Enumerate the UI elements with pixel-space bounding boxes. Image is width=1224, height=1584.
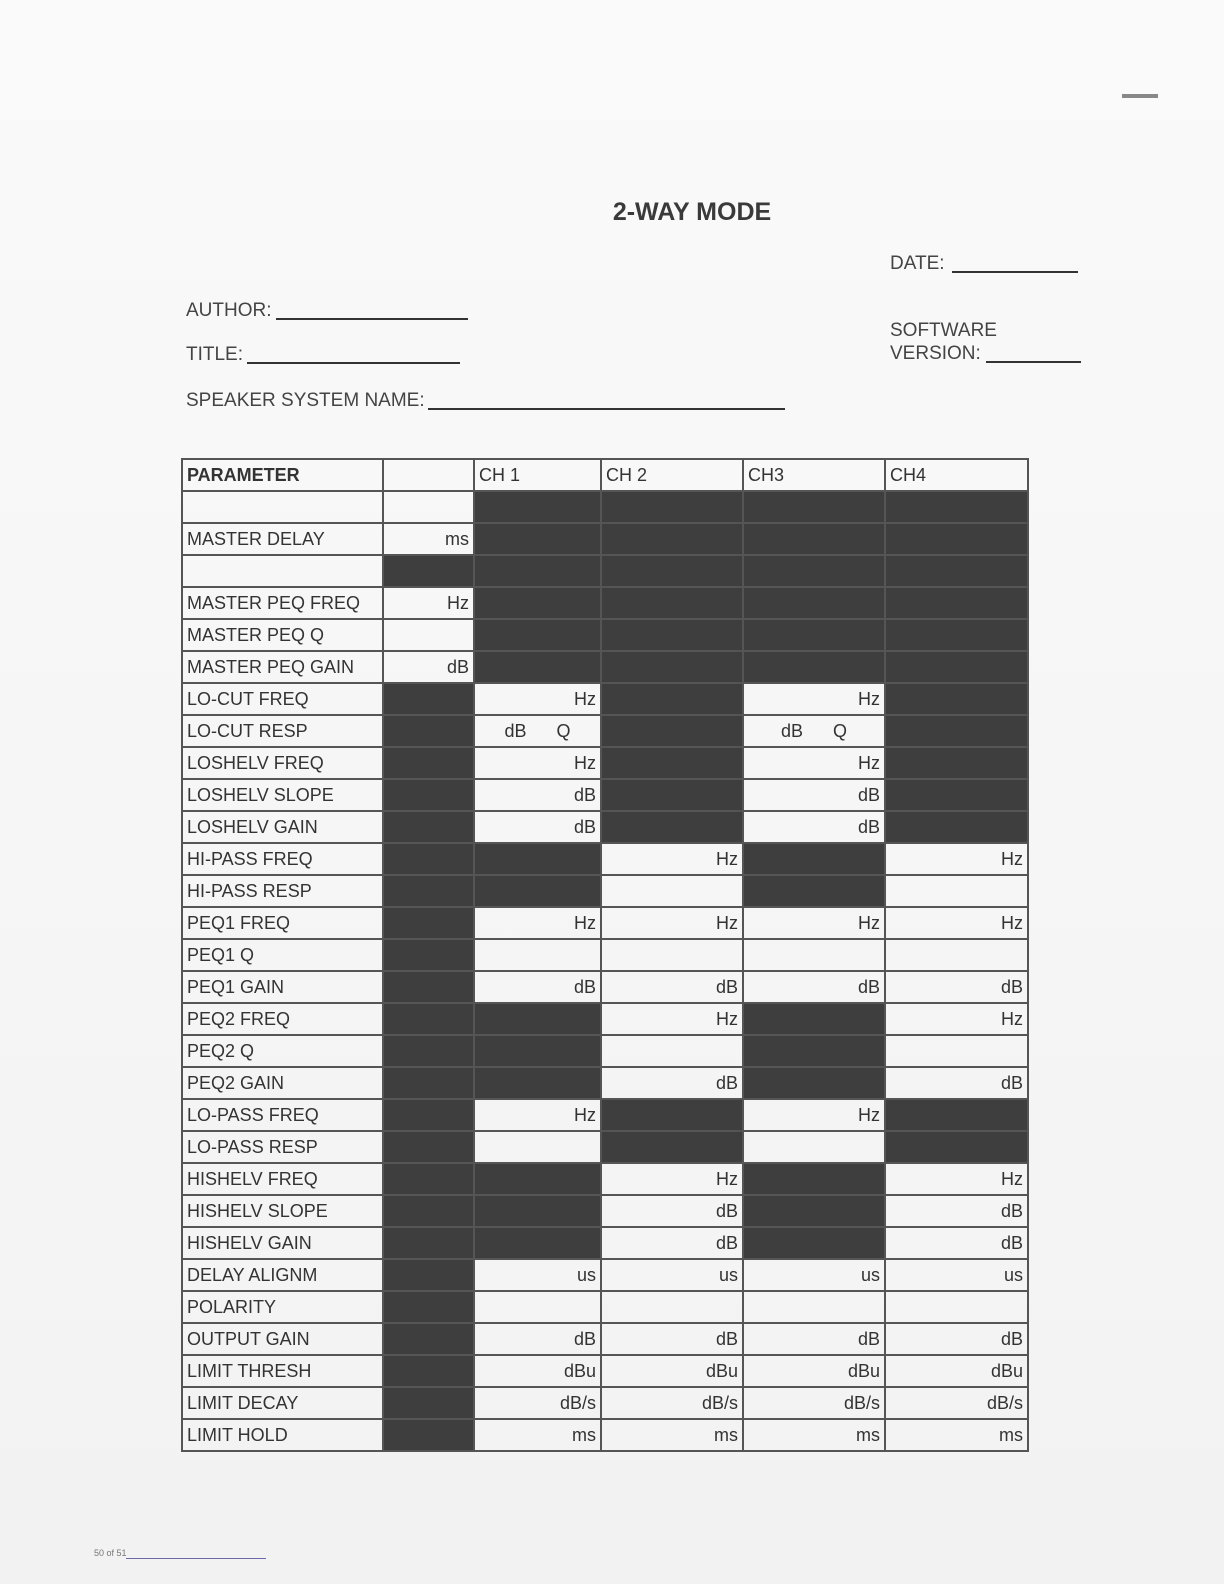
shaded-cell (474, 523, 601, 555)
entry-cell[interactable] (474, 1291, 601, 1323)
table-row (182, 1163, 1028, 1195)
shaded-cell (383, 1227, 474, 1259)
shaded-cell (383, 1355, 474, 1387)
shaded-cell (383, 811, 474, 843)
entry-cell[interactable] (885, 1035, 1028, 1067)
entry-cell[interactable]: dB/s (474, 1387, 601, 1419)
entry-cell[interactable] (601, 939, 743, 971)
entry-cell[interactable]: Hz (885, 907, 1028, 939)
table-row (182, 907, 1028, 939)
parameter-name: LIMIT DECAY (182, 1387, 383, 1419)
shaded-cell (383, 779, 474, 811)
shaded-cell (383, 683, 474, 715)
entry-cell[interactable]: us (601, 1259, 743, 1291)
unit-cell[interactable]: ms (383, 523, 474, 555)
shaded-cell (743, 1035, 885, 1067)
entry-cell[interactable]: us (885, 1259, 1028, 1291)
table-row (182, 1003, 1028, 1035)
entry-cell[interactable]: dB (601, 1227, 743, 1259)
parameter-name: MASTER PEQ Q (182, 619, 383, 651)
table-row (182, 1195, 1028, 1227)
parameter-name: PEQ2 GAIN (182, 1067, 383, 1099)
entry-cell[interactable]: Hz (601, 1163, 743, 1195)
shaded-cell (743, 523, 885, 555)
software-label: SOFTWARE (890, 320, 997, 341)
shaded-cell (383, 747, 474, 779)
entry-cell[interactable]: dB (885, 1227, 1028, 1259)
parameter-name: DELAY ALIGNM (182, 1259, 383, 1291)
shaded-cell (383, 1323, 474, 1355)
table-header-row (182, 459, 1028, 491)
entry-cell[interactable] (743, 1131, 885, 1163)
parameter-name: LO-CUT FREQ (182, 683, 383, 715)
table-row (182, 939, 1028, 971)
shaded-cell (383, 971, 474, 1003)
shaded-cell (383, 843, 474, 875)
entry-cell[interactable]: dB (474, 779, 601, 811)
entry-cell[interactable]: dB (601, 1195, 743, 1227)
entry-cell[interactable]: dB (743, 779, 885, 811)
shaded-cell (383, 1035, 474, 1067)
shaded-cell (885, 619, 1028, 651)
shaded-cell (601, 491, 743, 523)
shaded-cell (474, 1195, 601, 1227)
shaded-cell (743, 1163, 885, 1195)
entry-cell[interactable]: dB/s (885, 1387, 1028, 1419)
shaded-cell (601, 587, 743, 619)
table-row (182, 587, 1028, 619)
entry-cell[interactable]: dB (601, 971, 743, 1003)
parameter-name (182, 555, 383, 587)
author-label: AUTHOR: (186, 300, 272, 321)
shaded-cell (885, 811, 1028, 843)
entry-cell[interactable]: dB (885, 971, 1028, 1003)
unit-cell[interactable] (383, 491, 474, 523)
shaded-cell (474, 1163, 601, 1195)
header-channel: CH 1 (474, 459, 601, 491)
shaded-cell (601, 651, 743, 683)
header-channel: CH4 (885, 459, 1028, 491)
shaded-cell (601, 779, 743, 811)
table-row (182, 683, 1028, 715)
shaded-cell (885, 555, 1028, 587)
parameter-name: MASTER PEQ FREQ (182, 587, 383, 619)
entry-cell[interactable]: dBu (474, 1355, 601, 1387)
unit-cell[interactable] (383, 619, 474, 651)
shaded-cell (383, 1003, 474, 1035)
shaded-cell (743, 1227, 885, 1259)
shaded-cell (743, 491, 885, 523)
entry-cell[interactable]: dBu (885, 1355, 1028, 1387)
shaded-cell (601, 523, 743, 555)
entry-cell[interactable]: dB/s (601, 1387, 743, 1419)
entry-cell[interactable] (474, 715, 601, 747)
parameter-name: PEQ1 Q (182, 939, 383, 971)
entry-cell[interactable]: dB (743, 811, 885, 843)
parameter-name: HI-PASS RESP (182, 875, 383, 907)
shaded-cell (885, 1099, 1028, 1131)
parameter-name: HISHELV GAIN (182, 1227, 383, 1259)
table-row (182, 1419, 1028, 1451)
shaded-cell (885, 683, 1028, 715)
table-row (182, 971, 1028, 1003)
shaded-cell (474, 1067, 601, 1099)
entry-cell[interactable] (743, 715, 885, 747)
header-unit (383, 459, 474, 491)
shaded-cell (474, 587, 601, 619)
table-row (182, 747, 1028, 779)
parameter-name: MASTER DELAY (182, 523, 383, 555)
entry-cell[interactable]: Hz (743, 1099, 885, 1131)
shaded-cell (601, 683, 743, 715)
shaded-cell (743, 587, 885, 619)
shaded-cell (383, 1163, 474, 1195)
entry-cell[interactable]: us (743, 1259, 885, 1291)
entry-cell[interactable]: Hz (601, 907, 743, 939)
table-row (182, 1323, 1028, 1355)
entry-cell[interactable] (474, 939, 601, 971)
table-row (182, 1131, 1028, 1163)
entry-cell[interactable] (885, 1291, 1028, 1323)
table-row (182, 523, 1028, 555)
parameter-table (181, 458, 1029, 1452)
table-row (182, 1227, 1028, 1259)
parameter-name: PEQ1 GAIN (182, 971, 383, 1003)
shaded-cell (885, 587, 1028, 619)
shaded-cell (743, 1003, 885, 1035)
header-channel: CH 2 (601, 459, 743, 491)
entry-cell[interactable]: dB (885, 1323, 1028, 1355)
entry-cell[interactable]: ms (743, 1419, 885, 1451)
shaded-cell (474, 555, 601, 587)
shaded-cell (885, 715, 1028, 747)
entry-cell[interactable] (743, 939, 885, 971)
entry-cell[interactable]: Hz (601, 1003, 743, 1035)
entry-cell[interactable]: dBu (743, 1355, 885, 1387)
shaded-cell (601, 747, 743, 779)
parameter-name: LOSHELV GAIN (182, 811, 383, 843)
entry-cell[interactable]: Hz (885, 1163, 1028, 1195)
shaded-cell (885, 523, 1028, 555)
table-row (182, 1387, 1028, 1419)
shaded-cell (383, 1259, 474, 1291)
table-row (182, 843, 1028, 875)
parameter-name: LOSHELV FREQ (182, 747, 383, 779)
shaded-cell (885, 1131, 1028, 1163)
entry-cell[interactable] (601, 1035, 743, 1067)
parameter-name: LIMIT HOLD (182, 1419, 383, 1451)
entry-cell[interactable]: dB (601, 1067, 743, 1099)
shaded-cell (383, 939, 474, 971)
entry-cell[interactable]: us (474, 1259, 601, 1291)
shaded-cell (383, 1195, 474, 1227)
parameter-name: LOSHELV SLOPE (182, 779, 383, 811)
parameter-name: PEQ1 FREQ (182, 907, 383, 939)
shaded-cell (885, 651, 1028, 683)
entry-cell[interactable]: dB (743, 971, 885, 1003)
software-version-field[interactable] (986, 361, 1081, 363)
unit-cell[interactable]: Hz (383, 587, 474, 619)
entry-cell[interactable] (474, 1131, 601, 1163)
entry-cell[interactable]: Hz (743, 683, 885, 715)
page-number: 50 of 51 (94, 1548, 127, 1558)
entry-cell[interactable] (885, 875, 1028, 907)
entry-cell[interactable] (885, 939, 1028, 971)
parameter-name: OUTPUT GAIN (182, 1323, 383, 1355)
shaded-cell (474, 1003, 601, 1035)
shaded-cell (474, 491, 601, 523)
shaded-cell (885, 747, 1028, 779)
parameter-name: LO-CUT RESP (182, 715, 383, 747)
table-row (182, 491, 1028, 523)
shaded-cell (383, 1099, 474, 1131)
shaded-cell (383, 907, 474, 939)
shaded-cell (885, 491, 1028, 523)
entry-cell[interactable]: Hz (601, 843, 743, 875)
shaded-cell (743, 619, 885, 651)
shaded-cell (474, 1227, 601, 1259)
table-row (182, 555, 1028, 587)
table-row (182, 811, 1028, 843)
title-field[interactable] (247, 362, 460, 364)
entry-cell[interactable]: dB (601, 1323, 743, 1355)
entry-cell[interactable]: dB (474, 811, 601, 843)
table-row (182, 875, 1028, 907)
shaded-cell (474, 651, 601, 683)
shaded-cell (743, 1067, 885, 1099)
parameter-name: PEQ2 Q (182, 1035, 383, 1067)
shaded-cell (383, 1067, 474, 1099)
table-row (182, 1099, 1028, 1131)
entry-cell[interactable] (743, 1291, 885, 1323)
version-label: VERSION: (890, 343, 981, 364)
entry-cell[interactable]: dB (885, 1195, 1028, 1227)
shaded-cell (743, 651, 885, 683)
entry-cell[interactable] (601, 1291, 743, 1323)
title-label: TITLE: (186, 344, 244, 365)
header-channel: CH3 (743, 459, 885, 491)
entry-cell[interactable]: Hz (743, 907, 885, 939)
shaded-cell (743, 875, 885, 907)
entry-cell[interactable]: Hz (885, 1003, 1028, 1035)
entry-cell[interactable]: dB (885, 1067, 1028, 1099)
shaded-cell (601, 555, 743, 587)
date-label: DATE: (890, 253, 945, 274)
table-row (182, 1067, 1028, 1099)
shaded-cell (743, 843, 885, 875)
parameter-name: HISHELV SLOPE (182, 1195, 383, 1227)
entry-cell[interactable]: Hz (474, 907, 601, 939)
table-row (182, 1035, 1028, 1067)
unit-label: dB Q (780, 720, 848, 741)
header-parameter: PARAMETER (182, 459, 383, 491)
parameter-name (182, 491, 383, 523)
shaded-cell (474, 843, 601, 875)
page-title: 2-WAY MODE (612, 198, 772, 226)
parameter-name: PEQ2 FREQ (182, 1003, 383, 1035)
shaded-cell (383, 1419, 474, 1451)
entry-cell[interactable]: Hz (885, 843, 1028, 875)
entry-cell[interactable]: Hz (474, 1099, 601, 1131)
table-row (182, 715, 1028, 747)
date-field[interactable] (952, 271, 1078, 273)
shaded-cell (383, 875, 474, 907)
parameter-name: LIMIT THRESH (182, 1355, 383, 1387)
entry-cell[interactable]: ms (474, 1419, 601, 1451)
scan-artifact (1122, 94, 1158, 98)
speaker-system-label: SPEAKER SYSTEM NAME: (186, 390, 425, 411)
shaded-cell (601, 1131, 743, 1163)
author-field[interactable] (276, 318, 468, 320)
parameter-name: HISHELV FREQ (182, 1163, 383, 1195)
entry-cell[interactable] (601, 875, 743, 907)
entry-cell[interactable]: dBu (601, 1355, 743, 1387)
shaded-cell (383, 1291, 474, 1323)
table-row (182, 1291, 1028, 1323)
shaded-cell (383, 555, 474, 587)
parameter-name: LO-PASS RESP (182, 1131, 383, 1163)
parameter-name: MASTER PEQ GAIN (182, 651, 383, 683)
entry-cell[interactable]: dB (743, 1323, 885, 1355)
entry-cell[interactable]: ms (885, 1419, 1028, 1451)
shaded-cell (383, 715, 474, 747)
shaded-cell (601, 811, 743, 843)
shaded-cell (383, 1387, 474, 1419)
unit-label: dB Q (504, 720, 571, 741)
parameter-name: LO-PASS FREQ (182, 1099, 383, 1131)
shaded-cell (601, 619, 743, 651)
shaded-cell (474, 1035, 601, 1067)
parameter-name: HI-PASS FREQ (182, 843, 383, 875)
table-row (182, 779, 1028, 811)
speaker-system-field[interactable] (428, 408, 785, 410)
shaded-cell (743, 1195, 885, 1227)
table-row (182, 619, 1028, 651)
entry-cell[interactable]: dB (474, 1323, 601, 1355)
table-row (182, 651, 1028, 683)
parameter-name: POLARITY (182, 1291, 383, 1323)
entry-cell[interactable]: dB (474, 971, 601, 1003)
entry-cell[interactable]: dB/s (743, 1387, 885, 1419)
table-row (182, 1355, 1028, 1387)
shaded-cell (601, 715, 743, 747)
entry-cell[interactable]: ms (601, 1419, 743, 1451)
entry-cell[interactable]: Hz (743, 747, 885, 779)
shaded-cell (601, 1099, 743, 1131)
shaded-cell (474, 619, 601, 651)
footer-rule (126, 1558, 266, 1559)
shaded-cell (885, 779, 1028, 811)
shaded-cell (383, 1131, 474, 1163)
shaded-cell (743, 555, 885, 587)
table-row (182, 1259, 1028, 1291)
entry-cell[interactable]: Hz (474, 747, 601, 779)
shaded-cell (474, 875, 601, 907)
entry-cell[interactable]: Hz (474, 683, 601, 715)
unit-cell[interactable]: dB (383, 651, 474, 683)
